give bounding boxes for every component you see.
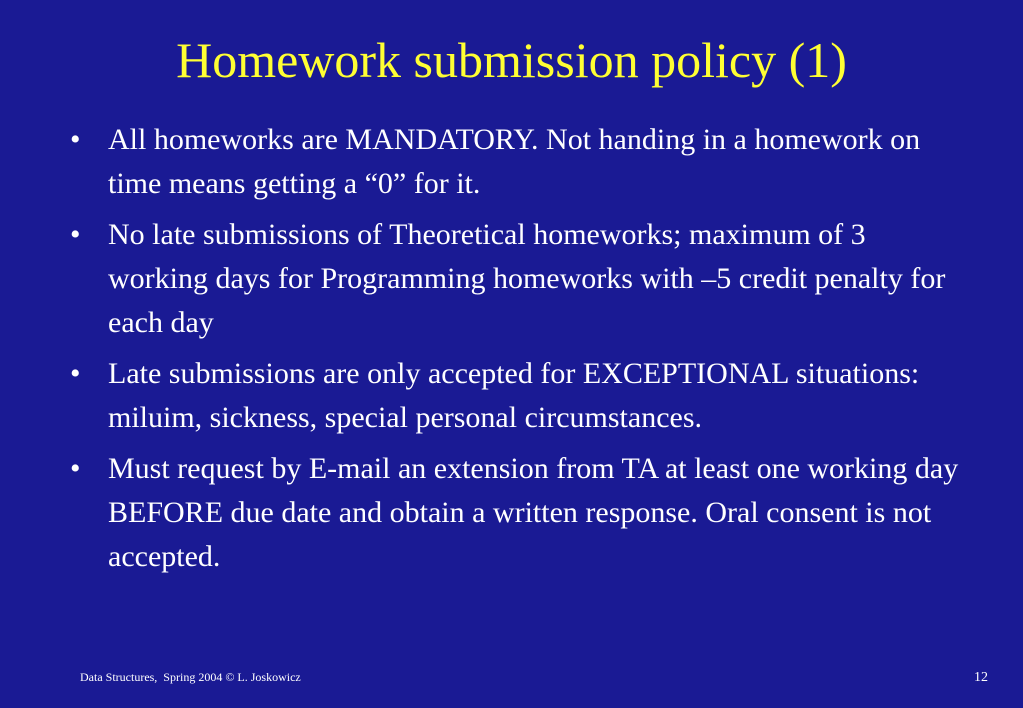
- bullet-item: [70, 118, 970, 206]
- bullet-dot-icon: •: [70, 218, 81, 251]
- slide-title: Homework submission policy (1): [176, 32, 847, 88]
- bullet-item: [70, 213, 970, 345]
- bullet-text: Late submissions are only accepted for EXCEPTIONAL situations: miluim, sickness, special personal circumstances.: [108, 357, 920, 434]
- page-number: 12: [974, 670, 988, 685]
- bullet-dot-icon: •: [70, 452, 81, 485]
- bullet-text: Must request by E-mail an extension from TA at least one working day BEFORE due date and obtain a written response. Oral consent is not accepted.: [108, 452, 959, 573]
- bullet-dot-icon: •: [70, 357, 81, 390]
- bullet-list: [70, 118, 970, 586]
- bullet-text: No late submissions of Theoretical homeworks; maximum of 3 working days for Programming homeworks with –5 credit penalty for each day: [108, 218, 946, 339]
- bullet-item: [70, 352, 970, 440]
- bullet-text: All homeworks are MANDATORY. Not handing in a homework on time means getting a “0” for it.: [108, 123, 921, 200]
- footer-credit: Data Structures, Spring 2004 © L. Joskowicz: [80, 670, 301, 684]
- bullet-item: [70, 447, 970, 579]
- bullet-dot-icon: •: [70, 123, 81, 156]
